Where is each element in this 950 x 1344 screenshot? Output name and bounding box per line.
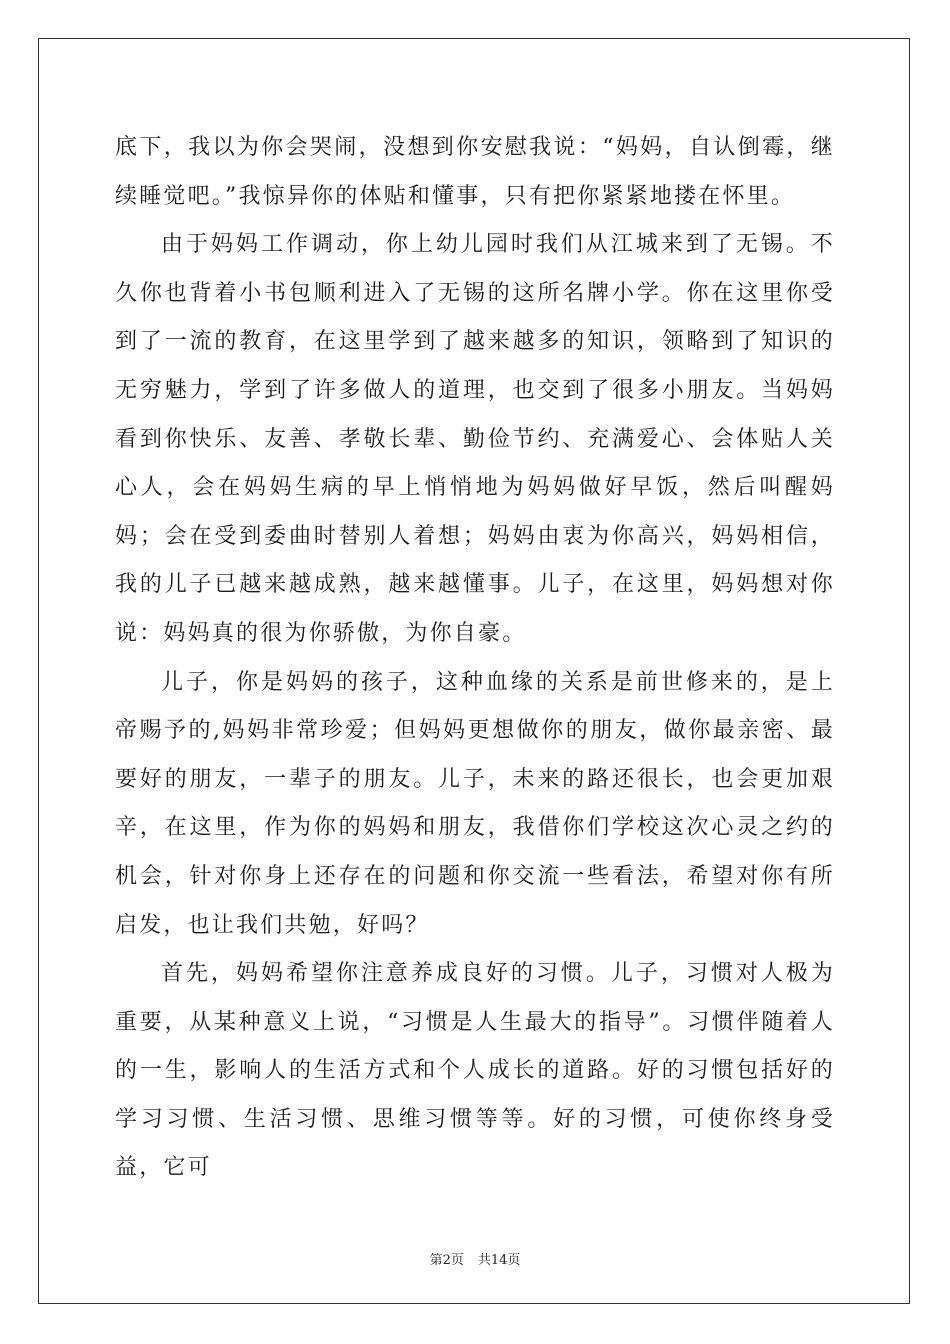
paragraph-1: 底下，我以为你会哭闹，没想到你安慰我说：“妈妈，自认倒霉，继续睡觉吧。”我惊异你的体贴和懂事，只有把你紧紧地搂在怀里。 [115,135,835,209]
page-footer [0,1249,950,1268]
paragraph-2: 由于妈妈工作调动，你上幼儿园时我们从江城来到了无锡。不久你也背着小书包顺利进入了无锡的这所名牌小学。你在这里你受到了一流的教育，在这里学到了越来越多的知识，领略到了知识的无穷魅力，学到了许多做人的道理，也交到了很多小朋友。当妈妈看到你快乐、友善、孝敬长辈、勤俭节约、充满爱心、会体贴人关心人，会在妈妈生病的早上悄悄地为妈妈做好早饭，然后叫醒妈妈；会在受到委曲时替别人着想；妈妈由衷为你高兴，妈妈相信，我的儿子已越来越成熟，越来越懂事。儿子，在这里，妈妈想对你说：妈妈真的很为你骄傲，为你自豪。 [115,232,835,646]
document-body [115,124,835,1193]
paragraph-3: 儿子，你是妈妈的孩子，这种血缘的关系是前世修来的，是上帝赐予的,妈妈非常珍爱；但妈妈更想做你的朋友，做你最亲密、最要好的朋友，一辈子的朋友。儿子，未来的路还很长，也会更加艰辛，在这里，作为你的妈妈和朋友，我借你们学校这次心灵之约的机会，针对你身上还存在的问题和你交流一些看法，希望对你有所启发，也让我们共勉，好吗？ [115,669,835,938]
paragraph-4: 首先，妈妈希望你注意养成良好的习惯。儿子，习惯对人极为重要，从某种意义上说，“习惯是人生最大的指导”。习惯伴随着人的一生，影响人的生活方式和个人成长的道路。好的习惯包括好的学习习惯、生活习惯、思维习惯等等。好的习惯，可使你终身受益，它可 [115,961,835,1181]
page-total: 共14页 [477,1253,521,1268]
page-number: 第2页 [429,1253,464,1268]
